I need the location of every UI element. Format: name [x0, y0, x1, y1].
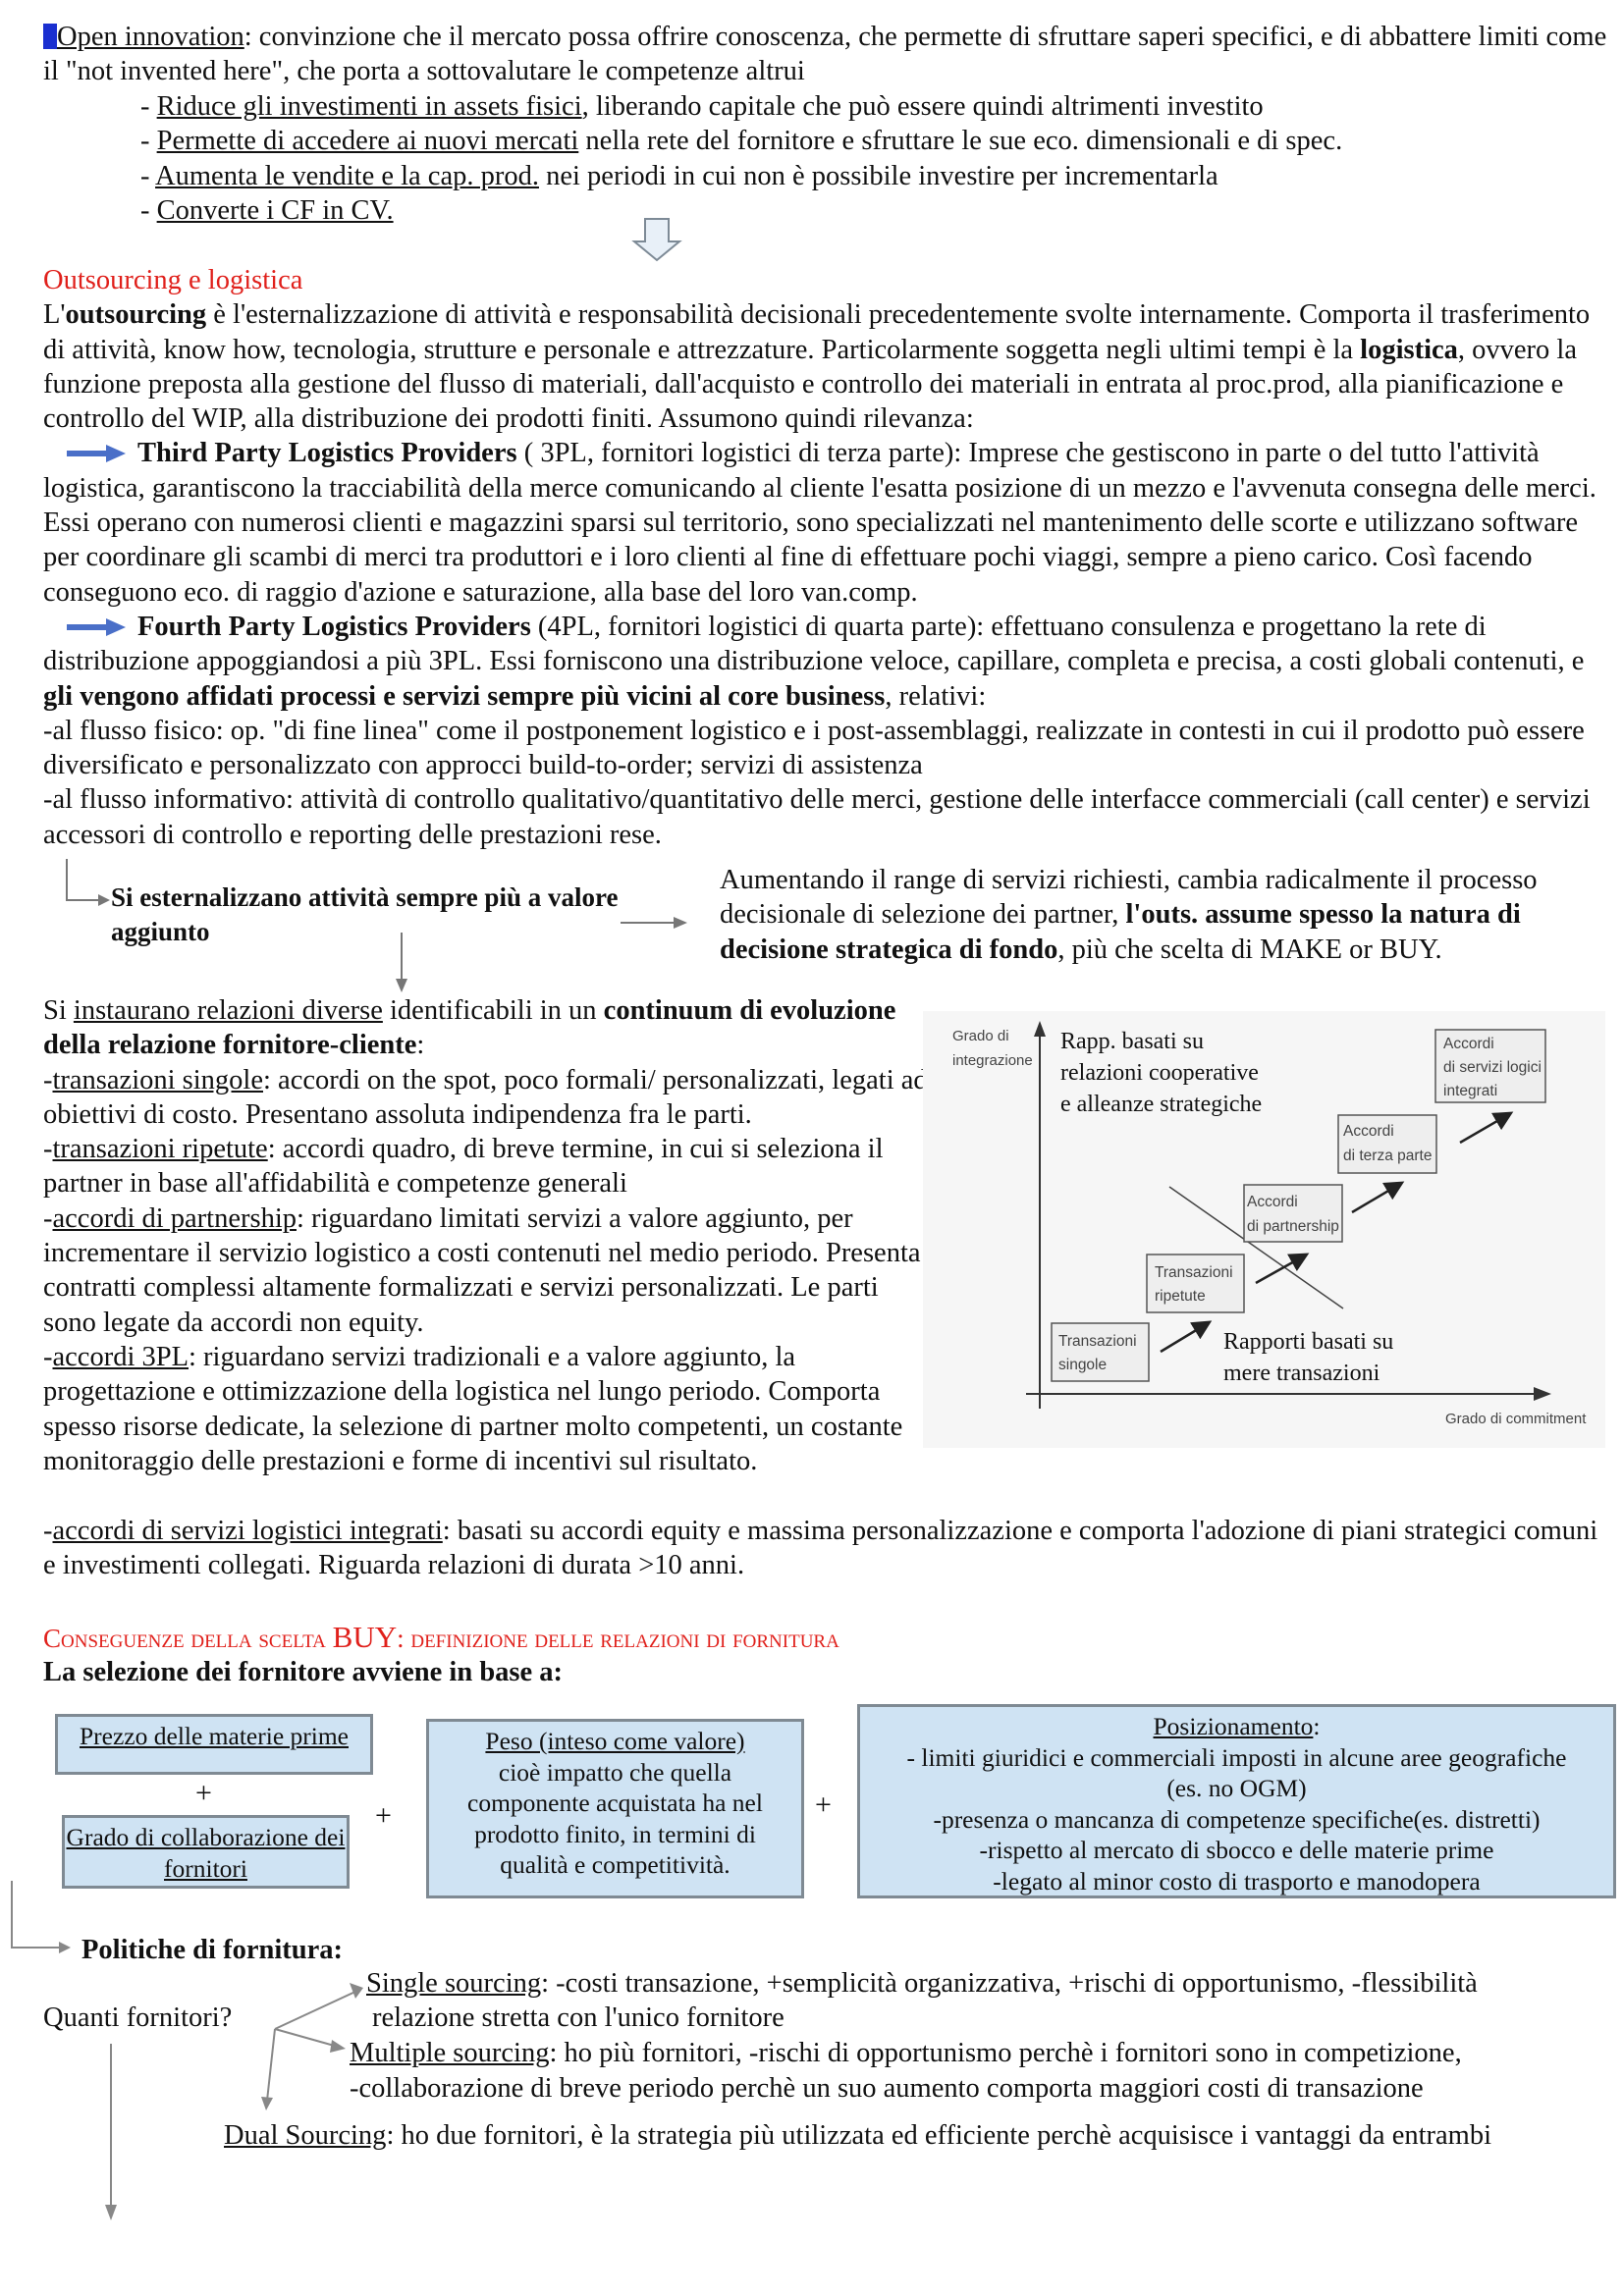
politiche-arrows	[0, 1875, 393, 2228]
buy-heading	[43, 1620, 839, 1656]
selection-subheading: La selezione dei fornitore avviene in base a:	[43, 1657, 564, 1687]
top-note: Rapp. basati su	[1060, 1029, 1204, 1054]
bold-text: l'outs. assume spesso la natura di decisione strategica di fondo	[720, 899, 1521, 965]
step-label: di servizi logici	[1443, 1059, 1542, 1076]
box-item: -presenza o mancanza di competenze specifiche(es. distretti)	[933, 1804, 1541, 1834]
relation-term: transazioni singole	[52, 1064, 263, 1095]
open-innovation-bullets	[43, 89, 1613, 228]
text: :	[416, 1030, 425, 1061]
step-label: Accordi	[1443, 1036, 1494, 1052]
quanti-fornitori-question: Quanti fornitori?	[43, 2002, 233, 2033]
text: ( 3PL, fornitori logistici di terza parte): Imprese che gestiscono in parte o del tutto l'attività logistica, garantiscono la tracciabilità della merce comunicando al cliente l'esatta posizione di un mezzo e l'avvenuta consegna delle merci. Essi operano con numerosi clienti e magazzini sparsi sul territorio, sono specializzati nel mantenimento delle scorte e utilizzano software per coordinare gli scambi di merci tra produttori e i loro clienti al fine di effettuare pochi viaggi, sempre a pieno carico. Così facendo conseguono eco. di raggio d'azione e saturazione, alla base del loro van.comp.	[43, 438, 1596, 608]
bullet-item: - Converte i CF in CV.	[140, 194, 394, 226]
text-cursor-highlight	[43, 24, 57, 49]
outsourcing-section	[43, 263, 1614, 852]
plus-sign: +	[375, 1799, 392, 1832]
peso-box	[426, 1719, 804, 1898]
box-title: Posizionamento	[1153, 1712, 1314, 1740]
relation-item	[43, 1132, 932, 1201]
dual-sourcing	[224, 2118, 1530, 2153]
relation-term: accordi di partnership	[52, 1202, 297, 1234]
step-box	[1338, 1115, 1436, 1173]
section-heading: Outsourcing e logistica	[43, 265, 303, 295]
step-arrow	[1460, 1114, 1509, 1143]
step-label: Transazioni	[1155, 1264, 1233, 1281]
open-innovation-paragraph	[43, 20, 1614, 89]
relation-item	[43, 1063, 932, 1133]
policy-text: : ho due fornitori, è la strategia più utilizzata ed efficiente perchè acquisisce i vantaggi da entrambi	[386, 2120, 1491, 2151]
box-text: cioè impatto che quella componente acquistata ha nel prodotto finito, in termini di qualità e competitività.	[467, 1757, 763, 1879]
text: identificabili in un	[382, 995, 604, 1026]
step-box	[1147, 1255, 1244, 1312]
step-arrow	[1352, 1184, 1400, 1212]
dash: -	[43, 1064, 53, 1095]
down-arrow-icon	[633, 218, 682, 261]
relation-text: : riguardano servizi tradizionali e a valore aggiunto, la progettazione e ottimizzazione della logistica nel lungo periodo. Comporta spesso risorse dedicate, la selezione di partner molto competenti, un costante monitoraggio delle prestazioni e forme di incentivi sul risultato.	[43, 1341, 903, 1476]
bold-term: Third Party Logistics Providers	[137, 438, 517, 469]
relation-text: : accordi quadro, di breve termine, in cui si seleziona il partner in base all'affidabilità e competenze generali	[43, 1134, 884, 1200]
policy-term: Single sourcing	[366, 1968, 542, 1999]
step-label: singole	[1058, 1357, 1108, 1373]
underlined-text: instaurano relazioni diverse	[73, 995, 383, 1026]
text: BUY	[332, 1620, 398, 1654]
right-arrow-icon	[67, 617, 126, 637]
step-arrow	[1161, 1323, 1208, 1352]
bullet-item: - Riduce gli investimenti in assets fisici, liberando capitale che può essere quindi altrimenti investito	[140, 91, 1264, 122]
top-note: relazioni cooperative	[1060, 1060, 1259, 1086]
relation-term: transazioni ripetute	[52, 1134, 268, 1165]
step-label: di partnership	[1247, 1218, 1339, 1235]
relation-item	[43, 1340, 932, 1478]
box-title: Prezzo delle materie prime	[80, 1722, 349, 1750]
politiche-title: Politiche di fornitura:	[81, 1935, 343, 1965]
value-added-text	[720, 863, 1603, 967]
posizionamento-box	[857, 1704, 1616, 1898]
box-title: Grado di collaborazione dei fornitori	[66, 1823, 346, 1883]
box-item: - limiti giuridici e commerciali imposti in alcune aree geografiche (es. no OGM)	[906, 1742, 1567, 1802]
value-added-box: Si esternalizzano attività sempre più a valore aggiunto	[111, 882, 619, 947]
relation-item	[43, 1201, 932, 1340]
step-label: Transazioni	[1058, 1333, 1137, 1350]
step-label: di terza parte	[1343, 1148, 1433, 1164]
box-item: -legato al minor costo di trasporto e manodopera	[993, 1866, 1481, 1896]
bold-text: gli vengono affidati processi e servizi sempre più vicini al core business	[43, 680, 886, 712]
text: , ovvero la funzione preposta alla gestione del flusso di materiali, dall'acquisto e controllo dei materiali in entrata al proc.prod, alla pianificazione e controllo del WIP, alla distribuzione dei prodotti finiti. Assumono quindi rilevanza:	[43, 334, 1577, 435]
continuum-intro	[43, 993, 932, 1063]
bullet-key: Permette di accedere ai nuovi mercati	[156, 126, 579, 157]
bullet-text: nei periodi in cui non è possibile investire per incrementarla	[538, 160, 1218, 191]
step-box	[1052, 1323, 1149, 1381]
open-innovation-term: Open innovation	[57, 22, 244, 52]
single-sourcing-line2: relazione stretta con l'unico fornitore	[372, 2002, 784, 2033]
step-label: integrati	[1443, 1083, 1498, 1099]
relation-text: : basati su accordi equity e massima personalizzazione e comporta l'adozione di piani strategici comuni e investimenti collegati. Riguarda relazioni di durata >10 anni.	[43, 1516, 1598, 1581]
dash: -	[43, 1134, 53, 1165]
bullet-item: - Permette di accedere ai nuovi mercati nella rete del fornitore e sfruttare le sue eco. dimensionali e di spec.	[140, 126, 1343, 157]
step-box	[1244, 1185, 1342, 1242]
text: L'	[43, 299, 66, 331]
dash: -	[43, 1202, 53, 1234]
third-party-paragraph	[43, 436, 1614, 609]
flusso-informativo-text: -al flusso informativo: attività di controllo qualitativo/quantitativo delle merci, gestione delle interfacce commerciali (call center) e servizi accessori di controllo e reporting delle prestazioni rese.	[43, 784, 1591, 850]
text: , relativi:	[885, 680, 987, 712]
text: Conseguenze della scelta	[43, 1624, 333, 1653]
text: (4PL, fornitori logistici di quarta parte): effettuano consulenza e progettano la rete di distribuzione appoggiandosi a più 3PL. Essi forniscono una distribuzione veloce, capillare, completa e precisa, a costi globali contenuti, e	[43, 611, 1585, 677]
relationship-continuum-diagram	[923, 1011, 1605, 1448]
relation-term: accordi 3PL	[52, 1341, 189, 1372]
bottom-note: Rapporti basati su	[1223, 1329, 1394, 1355]
outsourcing-paragraph	[43, 297, 1614, 436]
right-arrow-icon	[67, 444, 126, 463]
y-axis-label: Grado di	[952, 1028, 1009, 1044]
flusso-fisico-text: -al flusso fisico: op. "di fine linea" come il postponement logistico e i post-assemblaggi, realizzate in contesti in cui il prodotto può essere diversificato e personalizzato con approcci build-to-order; servizi di assistenza	[43, 715, 1585, 781]
relation-item	[43, 1514, 1614, 1583]
prezzo-box	[55, 1714, 373, 1775]
y-axis-arrow-icon	[1034, 1021, 1046, 1037]
step-label: Accordi	[1247, 1194, 1298, 1210]
relation-text: : riguardano limitati servizi a valore aggiunto, per incrementare il servizio logistico a costi contenuti nel medio periodo. Presenta contratti complessi altamente formalizzati e servizi personalizzati. Le parti sono legate da accordi non equity.	[43, 1202, 921, 1338]
bold-term: logistica	[1360, 334, 1458, 365]
bold-text: continuum di evoluzione della relazione fornitore-cliente	[43, 995, 896, 1061]
box-title: Peso (inteso come valore)	[485, 1727, 745, 1755]
bold-term: outsourcing	[65, 299, 207, 331]
text: Aumentando il range di servizi richiesti, cambia radicalmente il processo decisionale di selezione dei partner,	[720, 865, 1538, 931]
plus-sign: +	[815, 1789, 832, 1821]
text: è l'esternalizzazione di attività e responsabilità decisionali precedentemente svolte internamente. Comporta il trasferimento di attività, know how, tecnologia, strutture e personale e attrezzature. Particolarmente soggetta negli ultimi tempi è la	[43, 299, 1591, 365]
policy-text: : -costi transazione, +semplicità organizzativa, +rischi di opportunismo, -flessibilità	[541, 1968, 1478, 1999]
dash: -	[43, 1516, 53, 1546]
text: : definizione delle relazioni di fornitura	[397, 1624, 839, 1653]
bullet-text: nella rete del fornitore e sfruttare le sue eco. dimensionali e di spec.	[578, 126, 1343, 157]
bold-term: Fourth Party Logistics Providers	[137, 611, 531, 642]
bullet-key: Riduce gli investimenti in assets fisici	[156, 91, 582, 122]
multiple-sourcing-line2: -collaborazione di breve periodo perchè un suo aumento comporta maggiori costi di transazione	[350, 2073, 1424, 2104]
single-sourcing	[366, 1966, 1623, 2001]
policy-term: Dual Sourcing	[224, 2120, 387, 2151]
y-axis-label: integrazione	[952, 1052, 1033, 1069]
box-item: -rispetto al mercato di sbocco e delle materie prime	[979, 1836, 1494, 1864]
step-label: Accordi	[1343, 1123, 1394, 1140]
multiple-sourcing	[350, 2036, 1616, 2070]
relation-term: accordi di servizi logistici integrati	[52, 1516, 443, 1546]
fourth-party-paragraph	[43, 610, 1614, 714]
text: Si	[43, 995, 74, 1026]
bullet-key: Converte i CF in CV.	[156, 194, 394, 226]
text: , più che scelta di MAKE or BUY.	[1057, 934, 1442, 965]
relation-text: : accordi on the spot, poco formali/ personalizzati, legati ad obiettivi di costo. Presentano assoluta indipendenza fra le parti.	[43, 1064, 928, 1130]
step-arrow	[1256, 1255, 1305, 1283]
x-axis-arrow-icon	[1534, 1387, 1551, 1401]
policy-text: : ho più fornitori, -rischi di opportunismo perchè i fornitori sono in competizione,	[549, 2038, 1462, 2068]
plus-sign: +	[195, 1777, 212, 1809]
continuum-section	[43, 993, 932, 1478]
open-innovation-text: : convinzione che il mercato possa offrire conoscenza, che permette di sfruttare saperi specifici, e di abbattere limiti come il "not invented here", che porta a sottovalutare le competenze altrui	[43, 22, 1607, 87]
policy-term: Multiple sourcing	[350, 2038, 550, 2068]
step-box	[1435, 1030, 1545, 1102]
top-note: e alleanze strategiche	[1060, 1092, 1263, 1117]
bullet-item: - Aumenta le vendite e la cap. prod. nei periodi in cui non è possibile investire per incrementarla	[140, 160, 1218, 191]
bullet-text: , liberando capitale che può essere quindi altrimenti investito	[581, 91, 1264, 122]
dash: -	[43, 1341, 53, 1372]
x-axis-label: Grado di commitment	[1445, 1411, 1587, 1427]
bottom-note: mere transazioni	[1223, 1361, 1380, 1386]
bullet-key: Aumenta le vendite e la cap. prod.	[155, 160, 539, 191]
step-label: ripetute	[1155, 1288, 1206, 1305]
text: :	[1313, 1712, 1321, 1740]
